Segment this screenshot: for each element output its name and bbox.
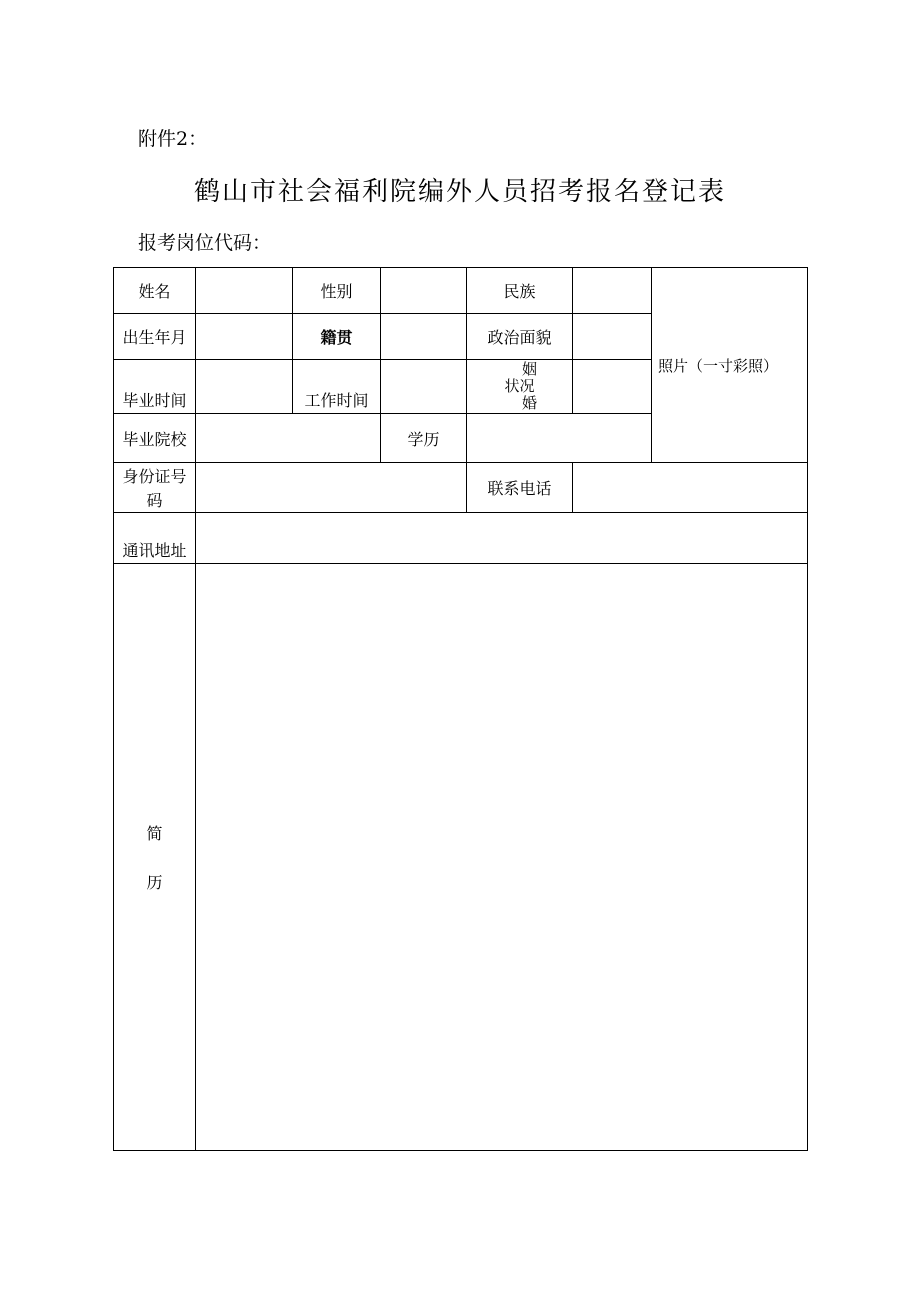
id-label-line-2: 码 (146, 490, 163, 510)
political-status-label: 政治面貌 (467, 314, 573, 360)
name-label: 姓名 (114, 268, 196, 314)
ethnicity-field[interactable] (573, 268, 652, 314)
graduation-time-label: 毕业时间 (114, 360, 196, 414)
gender-field[interactable] (381, 268, 467, 314)
resume-label (114, 564, 196, 1151)
ethnicity-label: 民族 (467, 268, 573, 314)
school-field[interactable] (196, 414, 381, 463)
attachment-label: 附件2： (138, 128, 208, 150)
position-code-label: 报考岗位代码： (138, 232, 272, 254)
work-time-field[interactable] (381, 360, 467, 414)
resume-char-2: 历 (146, 873, 163, 892)
work-time-label: 工作时间 (293, 360, 381, 414)
phone-label: 联系电话 (467, 463, 573, 513)
education-field[interactable] (467, 414, 652, 463)
phone-field[interactable] (573, 463, 808, 513)
id-number-field[interactable] (196, 463, 467, 513)
graduation-time-field[interactable] (196, 360, 293, 414)
school-label: 毕业院校 (114, 414, 196, 463)
marital-line-3: 婚 (521, 394, 537, 412)
native-place-label: 籍贯 (293, 314, 381, 360)
marital-line-1: 姻 (521, 360, 537, 378)
id-label-line-1: 身份证号 (122, 466, 187, 486)
marital-status-field[interactable] (573, 360, 652, 414)
photo-box[interactable] (652, 268, 808, 463)
id-number-label (114, 463, 196, 513)
resume-field[interactable] (196, 564, 808, 1151)
registration-form-table (113, 267, 808, 1151)
birth-label: 出生年月 (114, 314, 196, 360)
political-status-field[interactable] (573, 314, 652, 360)
gender-label: 性别 (293, 268, 381, 314)
name-field[interactable] (196, 268, 293, 314)
marital-line-2: 状况 (504, 377, 535, 395)
form-title: 鹤山市社会福利院编外人员招考报名登记表 (193, 177, 726, 207)
marital-status-label (467, 360, 573, 414)
address-field[interactable] (196, 513, 808, 564)
native-place-field[interactable] (381, 314, 467, 360)
resume-char-1: 简 (146, 824, 163, 843)
photo-label: 照片（一寸彩照） (658, 356, 779, 375)
address-label: 通讯地址 (114, 513, 196, 564)
birth-field[interactable] (196, 314, 293, 360)
education-label: 学历 (381, 414, 467, 463)
